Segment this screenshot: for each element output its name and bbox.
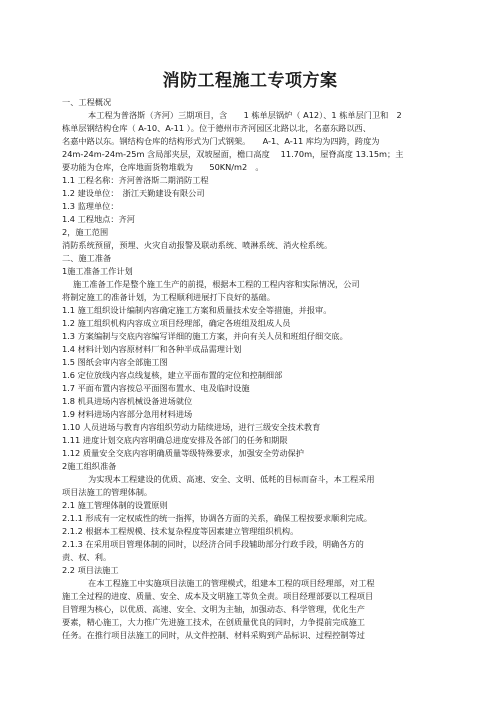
- paragraph-line: 任务。在推行项目法施工的同时，从文件控制、材料采购到产品标识、过程控制等过: [62, 630, 365, 640]
- paragraph-line: 24m-24m-24m-25m 含局部夹层，双坡屋面，檐口高度 11.70m，屋脊高度 13.15m；主: [62, 149, 404, 159]
- paragraph-line: 为实现本工程建设的优质、高速、安全、文明、低耗的目标而奋斗，本工程采用: [88, 474, 375, 484]
- list-item: 1.2 施工组织机构内容成立项目经理部，确定各班组及组成人员: [62, 318, 291, 328]
- section-heading: 1施工准备工作计划: [62, 266, 133, 276]
- list-item: 2.1.3 在采用项目管理体制的同时，以经济合同手段辅助部分行政手段，明确各方的: [62, 539, 364, 549]
- list-item: 1.12 质量安全交底内容明确质量等级特殊要求，加强安全劳动保护: [62, 448, 304, 458]
- list-item: 2.1.2 根据本工程规模、技术复杂程度等因素建立管理组织机构。: [62, 526, 299, 536]
- list-item: 1.10 人员进场与教育内容组织劳动力陆续进场，进行三级安全技术教育: [62, 422, 321, 432]
- paragraph-line: 在本工程施工中实施项目法施工的管理模式，组建本工程的项目经理部，对工程: [88, 578, 375, 588]
- list-item: 1.7 平面布置内容按总平面图布置水、电及临时设施: [62, 383, 250, 393]
- list-item: 1.3 方案编制与交底内容编写详细的施工方案，并向有关人员和班组仔细交底。: [62, 331, 348, 341]
- list-item: 1.4 材料计划内容原材料厂和各种半成品需理计划: [62, 344, 242, 354]
- paragraph-line: 栋单层钢结构仓库（ A-10、A-11 ）。位于德州市齐河园区北路以北，名嘉东路以西、: [62, 123, 371, 133]
- paragraph-line: 施工全过程的进度、质量、安全、成本及文明施工等负全责。项目经理部要以工程项目: [62, 591, 374, 601]
- list-item: 1.2 建设单位： 浙江天勤建设有限公司: [62, 188, 205, 198]
- list-item: 1.3 监理单位：: [62, 201, 119, 211]
- list-item: 1.11 进度计划交底内容明确总进度安排及各部门的任务和期限: [62, 435, 288, 445]
- paragraph-line: 名嘉中路以东。钢结构仓库的结构形式为门式钢架。 A-1、A-11 库均为四跨，跨度为: [62, 136, 380, 146]
- list-item: 1.8 机具进场内容机械设备进场就位: [62, 396, 193, 406]
- section-heading: 2，施工范围: [62, 227, 109, 237]
- section-heading: 二、施工准备: [62, 253, 112, 263]
- paragraph-line: 项目法施工的管理体制。: [62, 487, 153, 497]
- section-heading: 2.1 施工管理体制的设置原则: [62, 500, 168, 510]
- paragraph-line: 施工准备工作是整个施工生产的前提，根据本工程的工程内容和实际情况，公司: [73, 279, 360, 289]
- paragraph-line: 责、权、利。: [62, 552, 112, 562]
- paragraph-line: 要素，精心施工，大力推广先进施工技术，在创质量优良的同时，力争提前完成施工: [62, 617, 365, 627]
- list-item: 1.5 图纸会审内容全部施工图: [62, 357, 168, 367]
- section-heading: 2施工组织准备: [62, 461, 117, 471]
- list-item: 1.1 工程名称：齐河普洛斯二期消防工程: [62, 175, 209, 185]
- list-item: 1.1 施工组织设计编制内容确定施工方案和质量技术安全等措施，并报审。: [62, 305, 332, 315]
- paragraph-line: 本工程为普洛斯（齐河）三期项目，含 1 栋单层锅炉（ A12）、1 栋单层门卫和 2: [88, 110, 402, 120]
- list-item: 2.1.1 形成有一定权威性的统一指挥，协调各方面的关系，确保工程按要求顺利完成。: [62, 513, 372, 523]
- paragraph-line: 要功能为仓库，仓库地面货物堆载为 50KN/m2 。: [62, 162, 264, 172]
- paragraph-line: 消防系统预留，预埋、火灾自动报警及联动系统、喷淋系统、消火栓系统。: [62, 240, 333, 250]
- list-item: 1.9 材料进场内容部分急用材料进场: [62, 409, 193, 419]
- list-item: 1.6 定位放线内容点线复核，建立平面布置的定位和控制细部: [62, 370, 283, 380]
- list-item: 1.4 工程地点：齐河: [62, 214, 135, 224]
- paragraph-line: 将制定施工的准备计划，为工程顺利进展打下良好的基础。: [62, 292, 275, 302]
- section-heading: 一、工程概况: [62, 97, 112, 107]
- document-title: 消防工程施工专项方案: [162, 71, 338, 91]
- section-heading: 2.2 项目法施工: [62, 565, 119, 575]
- paragraph-line: 目管理为核心，以优质、高速、安全、文明为主轴，加强动态、科学管理，优化生产: [62, 604, 365, 614]
